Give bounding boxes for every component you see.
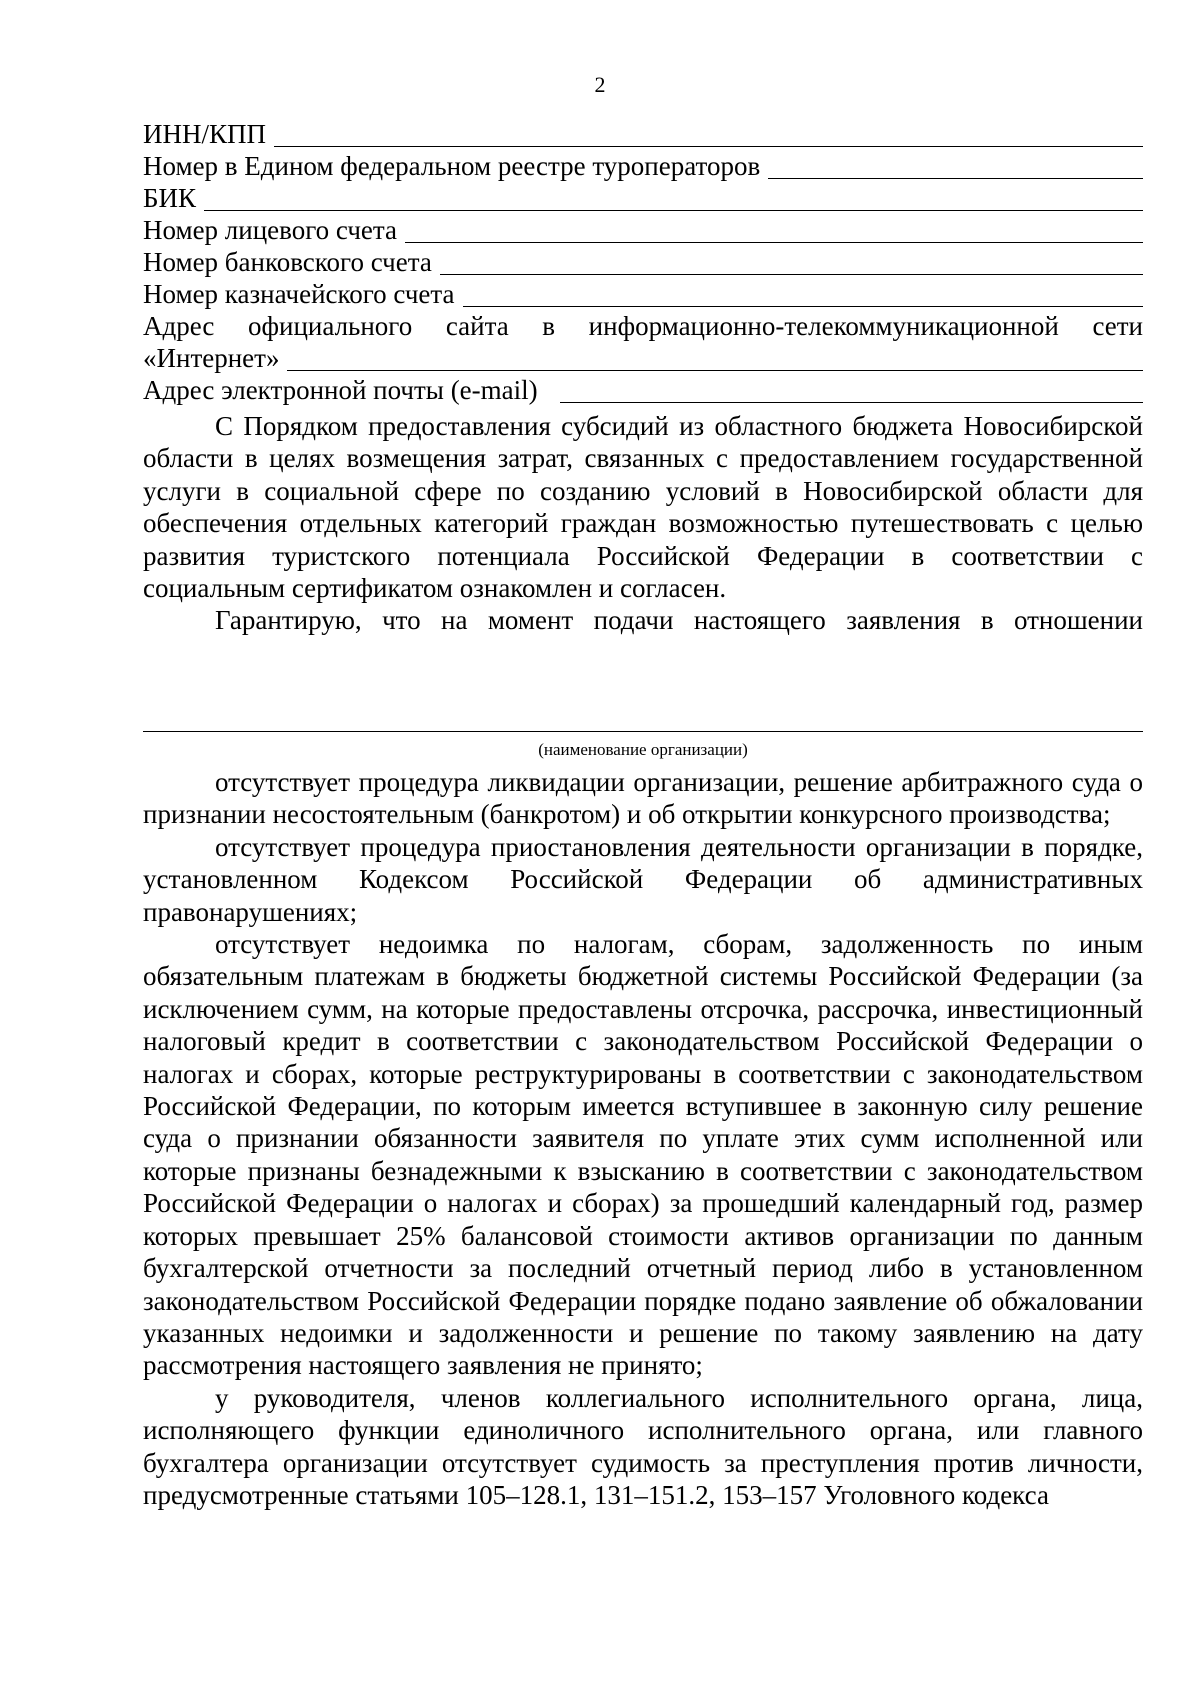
suspension-paragraph: отсутствует процедура приостановления деятельности организации в порядке, установленном Кодексом Российской Федерации об административных правонарушениях;	[143, 831, 1143, 927]
bik-row	[143, 182, 1143, 214]
page-number: 2	[594, 72, 606, 97]
inn-kpp-field[interactable]	[274, 146, 1143, 147]
personal-account-field[interactable]	[405, 242, 1143, 243]
personal-account-label: Номер лицевого счета	[143, 215, 397, 245]
organization-name-field[interactable]	[143, 731, 1143, 732]
treasury-account-label: Номер казначейского счета	[143, 279, 455, 309]
registry-number-row	[143, 150, 1143, 182]
bank-account-row	[143, 246, 1143, 278]
consent-section	[143, 410, 1143, 637]
liquidation-paragraph: отсутствует процедура ликвидации организации, решение арбитражного суда о признании несостоятельным (банкротом) и об открытии конкурсного производства;	[143, 767, 1143, 830]
guarantees-section	[143, 766, 1143, 1511]
inn-kpp-row	[143, 118, 1143, 150]
requisites-form	[143, 118, 1143, 406]
tax-arrears-paragraph: отсутствует недоимка по налогам, сборам, задолженность по иным обязательным платежам в бюджеты бюджетной системы Российской Федерации (за исключением сумм, на которые предоставлены отсрочка, рассрочка, инвестиционный налоговый кредит в соответствии с законодательством Российской Федерации о налогах и сборах, которые реструктурированы в соответствии с законодательством Российской Федерации, по которым имеется вступившее в законную силу решение суда о признании обязанности заявителя по уплате этих сумм исполненной или которые признаны безнадежными к взысканию в соответствии с законодательством Российской Федерации о налогах и сборах) за прошедший календарный год, размер которых превышает 25% балансовой стоимости активов организации по данным бухгалтерской отчетности за последний отчетный период либо в установленном законодательством Российской Федерации порядке подано заявление об обжаловании указанных недоимки и задолженности и решение по такому заявлению на дату рассмотрения настоящего заявления не принято;	[143, 929, 1143, 1381]
bank-account-label: Номер банковского счета	[143, 247, 432, 277]
website-label-line1: Адрес официального сайта в информационно-телекоммуникационной сети	[143, 311, 1143, 341]
website-label-line2: «Интернет»	[143, 343, 280, 373]
website-field[interactable]	[287, 370, 1143, 371]
bank-account-field[interactable]	[440, 274, 1143, 275]
registry-number-field[interactable]	[768, 178, 1143, 179]
email-row	[143, 374, 1143, 406]
treasury-account-field[interactable]	[463, 306, 1143, 307]
bik-label: БИК	[143, 183, 197, 213]
email-label: Адрес электронной почты (e-mail)	[143, 375, 538, 405]
consent-paragraph: С Порядком предоставления субсидий из областного бюджета Новосибирской области в целях возмещения затрат, связанных с предоставлением государственной услуги в социальной сфере по созданию условий в Новосибирской области для обеспечения отдельных категорий граждан возможностью путешествовать с целью развития туристского потенциала Российской Федерации в соответствии с социальным сертификатом ознакомлен и согласен.	[143, 411, 1143, 604]
organization-name-caption: (наименование организации)	[538, 740, 748, 759]
website-row	[143, 342, 1143, 374]
bik-field[interactable]	[204, 210, 1143, 211]
email-field[interactable]	[560, 402, 1143, 403]
treasury-account-row	[143, 278, 1143, 310]
personal-account-row	[143, 214, 1143, 246]
guarantee-paragraph: Гарантирую, что на момент подачи настоящего заявления в отношении	[215, 605, 1143, 636]
criminal-record-paragraph: у руководителя, членов коллегиального исполнительного органа, лица, исполняющего функции единоличного исполнительного органа, или главного бухгалтера организации отсутствует судимость за преступления против личности, предусмотренные статьями 105–128.1, 131–151.2, 153–157 Уголовного кодекса	[143, 1382, 1143, 1510]
inn-kpp-label: ИНН/КПП	[143, 119, 267, 149]
registry-number-label: Номер в Едином федеральном реестре туроператоров	[143, 151, 761, 181]
